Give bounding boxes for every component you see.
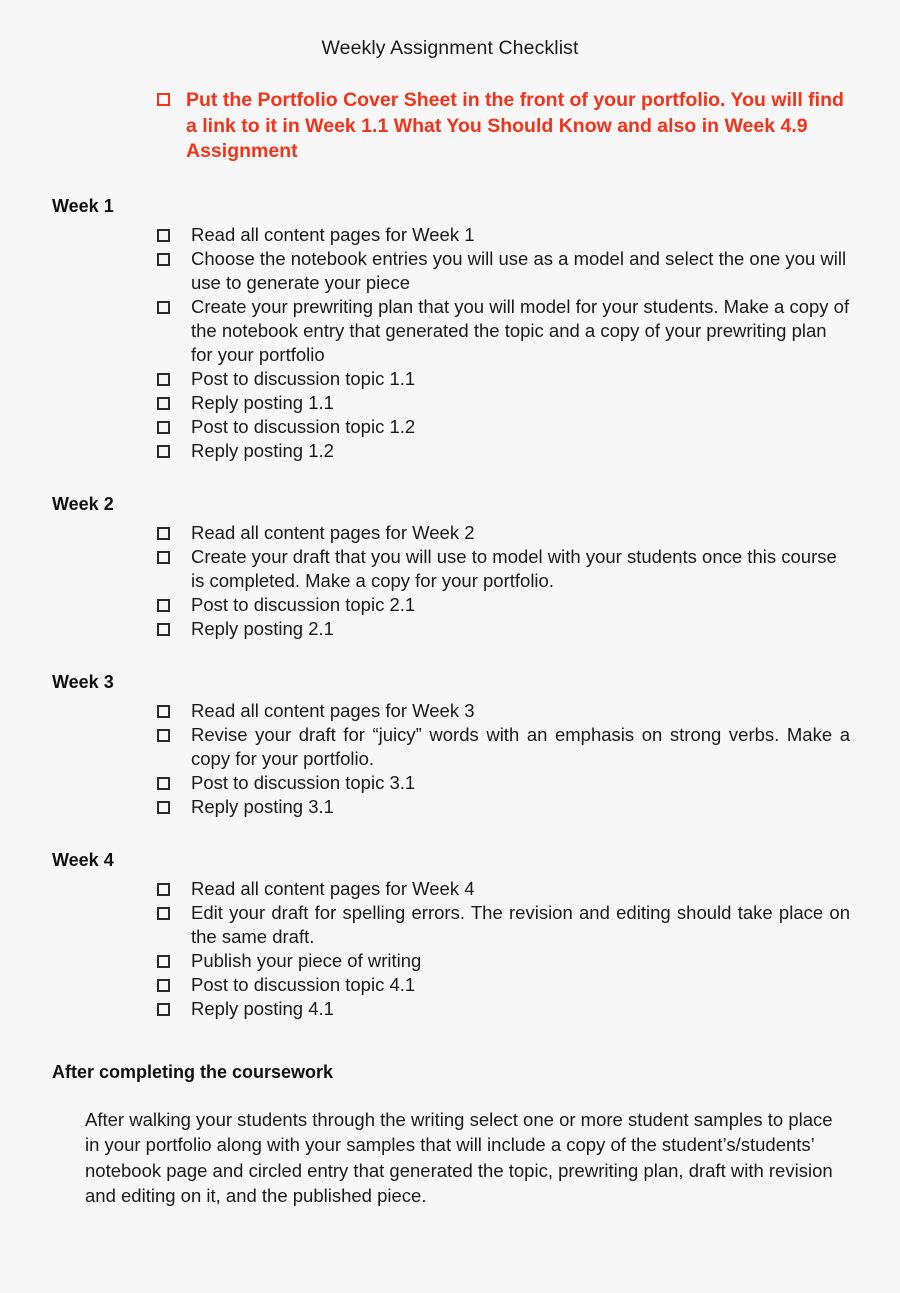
checkbox-icon[interactable] (157, 623, 170, 636)
week-section (0, 671, 900, 819)
week-heading: Week 1 (52, 195, 114, 216)
checklist-item[interactable] (157, 973, 850, 997)
checklist-item-label: Reply posting 1.2 (191, 439, 334, 461)
closing-paragraph: After walking your students through the writing select one or more student samples to place in your portfolio along with your samples that will include a copy of the student’s/students’ notebook page and circled entry that generated the topic, prewriting plan, draft with revision and editing on it, and the published piece. (85, 1108, 833, 1206)
checklist-item[interactable] (157, 949, 850, 973)
checkbox-icon[interactable] (157, 373, 170, 386)
checklist-item[interactable] (157, 391, 850, 415)
checklist-item-label: Reply posting 3.1 (191, 795, 334, 817)
portfolio-cover-sheet-callout (157, 88, 845, 165)
checklist-item-label: Create your prewriting plan that you will model for your students. Make a copy of the notebook entry that generated the topic and a copy of your prewriting plan for your portfolio (191, 295, 850, 365)
checkbox-icon[interactable] (157, 777, 170, 790)
checklist-item[interactable] (157, 771, 850, 795)
checkbox-icon[interactable] (157, 705, 170, 718)
checklist-item[interactable] (157, 223, 850, 247)
week-section (0, 493, 900, 641)
checkbox-icon[interactable] (157, 301, 170, 314)
checklist-item[interactable] (157, 617, 850, 641)
checklist-item-label: Read all content pages for Week 2 (191, 521, 475, 543)
checklist-item-label: Reply posting 4.1 (191, 997, 334, 1019)
checkbox-icon[interactable] (157, 551, 170, 564)
checklist-item[interactable] (157, 699, 850, 723)
checkbox-icon[interactable] (157, 729, 170, 742)
checklist-item-label: Post to discussion topic 1.1 (191, 367, 416, 389)
checkbox-icon[interactable] (157, 883, 170, 896)
checklist-item[interactable] (157, 415, 850, 439)
week-heading: Week 3 (52, 671, 114, 692)
checkbox-icon[interactable] (157, 421, 170, 434)
checklist-item[interactable] (157, 295, 850, 367)
closing-section (0, 1061, 900, 1209)
checklist-item-label: Edit your draft for spelling errors. The revision and editing should take place on the same draft. (191, 901, 850, 947)
weeks-container (0, 195, 900, 1021)
checkbox-icon[interactable] (157, 527, 170, 540)
checklist-item-label: Post to discussion topic 3.1 (191, 771, 416, 793)
week-section (0, 195, 900, 463)
checklist-item-label: Reply posting 1.1 (191, 391, 334, 413)
checklist-item-label: Choose the notebook entries you will use as a model and select the one you will use to generate your piece (191, 247, 847, 293)
checkbox-icon[interactable] (157, 253, 170, 266)
checklist-item[interactable] (157, 521, 850, 545)
checkbox-icon[interactable] (157, 93, 170, 106)
checklist-item-label: Post to discussion topic 2.1 (191, 593, 416, 615)
closing-heading: After completing the coursework (52, 1061, 334, 1082)
checklist-item-label: Read all content pages for Week 3 (191, 699, 475, 721)
checklist-item-label: Post to discussion topic 4.1 (191, 973, 416, 995)
checkbox-icon[interactable] (157, 599, 170, 612)
checkbox-icon[interactable] (157, 445, 170, 458)
checklist (0, 877, 900, 1021)
checklist (0, 699, 900, 819)
checklist-item-label: Post to discussion topic 1.2 (191, 415, 416, 437)
checkbox-icon[interactable] (157, 1003, 170, 1016)
checklist (0, 521, 900, 641)
checkbox-icon[interactable] (157, 801, 170, 814)
checklist-item[interactable] (157, 901, 850, 949)
checkbox-icon[interactable] (157, 397, 170, 410)
checklist-item[interactable] (157, 795, 850, 819)
checklist-item[interactable] (157, 247, 850, 295)
checkbox-icon[interactable] (157, 229, 170, 242)
checklist (0, 223, 900, 463)
checklist-item[interactable] (157, 545, 850, 593)
checkbox-icon[interactable] (157, 907, 170, 920)
checklist-item[interactable] (157, 723, 850, 771)
checklist-item-label: Read all content pages for Week 1 (191, 223, 475, 245)
checklist-item[interactable] (157, 877, 850, 901)
checkbox-icon[interactable] (157, 979, 170, 992)
checklist-item-label: Publish your piece of writing (191, 949, 422, 971)
checklist-item[interactable] (157, 439, 850, 463)
checklist-item[interactable] (157, 593, 850, 617)
checkbox-icon[interactable] (157, 955, 170, 968)
checklist-item-label: Create your draft that you will use to model with your students once this course is completed. Make a copy for your portfolio. (191, 545, 837, 591)
checklist-item-label: Revise your draft for “juicy” words with an emphasis on strong verbs. Make a copy for your portfolio. (191, 723, 850, 769)
week-heading: Week 4 (52, 849, 114, 870)
checklist-item[interactable] (157, 997, 850, 1021)
checklist-item[interactable] (157, 367, 850, 391)
week-section (0, 849, 900, 1021)
checklist-item-label: Read all content pages for Week 4 (191, 877, 475, 899)
page-title: Weekly Assignment Checklist (321, 37, 579, 59)
week-heading: Week 2 (52, 493, 114, 514)
callout-text: Put the Portfolio Cover Sheet in the front of your portfolio. You will find a link to it in Week 1.1 What You Should Know and also in Week 4.9 Assignment (186, 89, 844, 162)
checklist-item-label: Reply posting 2.1 (191, 617, 334, 639)
